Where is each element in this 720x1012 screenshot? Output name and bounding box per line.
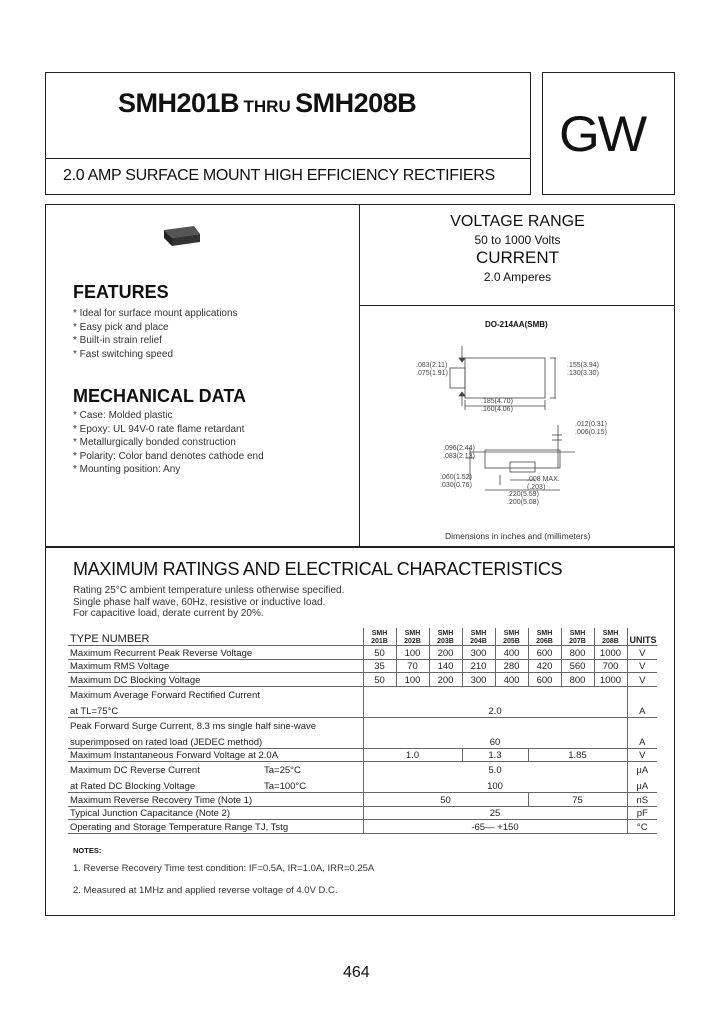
unit-cell: μA	[627, 776, 657, 793]
part-header: SMH 203B	[429, 628, 462, 646]
part-header: SMH 205B	[495, 628, 528, 646]
row-label-text: at Rated DC Blocking Voltage	[70, 781, 196, 792]
cell: 600	[528, 673, 561, 687]
dim-label	[575, 421, 607, 437]
cell: 50	[363, 646, 396, 660]
cell: 140	[429, 659, 462, 673]
dim-value: .008	[527, 476, 541, 483]
dim-label	[567, 362, 599, 378]
feature-item: * Easy pick and place	[73, 321, 169, 333]
cell: 300	[462, 673, 495, 687]
dim-value: .060(1.52)	[440, 474, 472, 481]
condition: Ta=25°C	[264, 765, 301, 776]
thru-label: THRU	[243, 97, 291, 116]
ratings-table	[68, 628, 657, 834]
note-2: 2. Measured at 1MHz and applied reverse voltage of 4.0V D.C.	[73, 885, 338, 896]
mechanical-item: * Polarity: Color band denotes cathode end	[73, 450, 264, 462]
ratings-intro	[73, 585, 344, 620]
dim-label	[443, 445, 475, 461]
gw-logo	[558, 106, 646, 162]
dim-value: .185(4.70)	[481, 398, 513, 405]
table-row	[68, 673, 657, 687]
cell: 560	[561, 659, 594, 673]
cell: 200	[429, 646, 462, 660]
row-label: Maximum Recurrent Peak Reverse Voltage	[68, 646, 363, 660]
cell: 210	[462, 659, 495, 673]
cell: 50	[363, 793, 528, 807]
row-label: superimposed on rated load (JEDEC method)	[68, 732, 363, 749]
feature-item: * Fast switching speed	[73, 348, 174, 360]
cell: 35	[363, 659, 396, 673]
intro-line: For capacitive load, derate current by 20%.	[73, 608, 264, 619]
units-label: UNITS	[627, 628, 657, 646]
cell: 2.0	[363, 701, 627, 718]
ratings-heading: MAXIMUM RATINGS AND ELECTRICAL CHARACTERISTICS	[73, 559, 563, 579]
dim-value: .155(3.94)	[567, 362, 599, 369]
row-label: Typical Junction Capacitance (Note 2)	[68, 806, 363, 820]
summary-block	[360, 213, 675, 284]
row-label: Maximum Average Forward Rectified Current	[70, 689, 260, 701]
dimensions-caption: Dimensions in inches and (millimeters)	[445, 531, 591, 541]
cell: 1.85	[528, 748, 627, 762]
mechanical-item: * Case: Molded plastic	[73, 410, 173, 421]
page-title	[118, 88, 416, 119]
row-label: Peak Forward Surge Current, 8.3 ms single half sine-wave	[70, 720, 317, 732]
subtitle: 2.0 AMP SURFACE MOUNT HIGH EFFICIENCY RECTIFIERS	[63, 167, 495, 184]
dim-label	[527, 476, 560, 492]
cell: 1.3	[462, 748, 528, 762]
row-label: at TL=75°C	[68, 701, 363, 718]
mechanical-list	[73, 409, 264, 477]
unit-cell: A	[627, 701, 657, 718]
table-row	[68, 820, 657, 834]
table-row	[68, 776, 657, 793]
cell: 70	[396, 659, 429, 673]
table-row	[68, 732, 657, 749]
intro-line: Rating 25°C ambient temperature unless otherwise specified.	[73, 585, 345, 596]
cell: 25	[363, 806, 627, 820]
cell: 100	[396, 646, 429, 660]
dim-label	[440, 474, 472, 490]
page-number: 464	[343, 964, 370, 981]
table-row	[68, 686, 657, 701]
summary-divider	[359, 305, 675, 306]
dim-value: .083(2.13)	[443, 453, 475, 460]
feature-item: * Built-in strain relief	[73, 335, 162, 347]
feature-item: * Ideal for surface mount applications	[73, 308, 238, 319]
cell: 280	[495, 659, 528, 673]
unit-cell: pF	[627, 806, 657, 820]
dim-value: .096(2.44)	[443, 445, 475, 452]
part-header: SMH 208B	[594, 628, 627, 646]
cell: 400	[495, 646, 528, 660]
voltage-value: 50 to 1000 Volts	[474, 233, 561, 247]
part-header: SMH 204B	[462, 628, 495, 646]
mechanical-item: * Mounting position: Any	[73, 464, 181, 476]
dim-value: (.203)	[527, 484, 546, 491]
dim-value: .012(0.31)	[575, 421, 607, 428]
cell: -65— +150	[363, 820, 627, 834]
dim-value: .083(2.11)	[416, 362, 448, 369]
part-header: SMH 207B	[561, 628, 594, 646]
dim-label	[507, 491, 539, 507]
cell: 50	[363, 673, 396, 687]
dim-value: .075(1.91)	[416, 370, 448, 377]
dim-label	[416, 362, 448, 378]
unit-cell: °C	[627, 820, 657, 834]
cell: 800	[561, 646, 594, 660]
cell: 600	[528, 646, 561, 660]
table-row	[68, 806, 657, 820]
voltage-heading: VOLTAGE RANGE	[450, 213, 585, 230]
part-header: SMH 202B	[396, 628, 429, 646]
unit-cell: V	[627, 646, 657, 660]
cell: 75	[528, 793, 627, 807]
row-label: Maximum DC Blocking Voltage	[68, 673, 363, 687]
header-divider	[45, 158, 531, 159]
current-value: 2.0 Amperes	[483, 270, 552, 284]
cell: 100	[363, 776, 627, 793]
cell: 5.0	[363, 762, 627, 777]
cell: 1.0	[363, 748, 462, 762]
unit-cell: A	[627, 732, 657, 749]
type-number-label: TYPE NUMBER	[68, 628, 363, 646]
row-label: Operating and Storage Temperature Range TJ, Tstg	[68, 820, 363, 834]
mechanical-heading: MECHANICAL DATA	[73, 386, 246, 406]
table-header-row	[68, 628, 657, 646]
dim-value: .160(4.06)	[481, 406, 513, 413]
condition: Ta=100°C	[264, 781, 307, 792]
dim-value: .130(3.30)	[567, 370, 599, 377]
cell: 420	[528, 659, 561, 673]
part-end: SMH208B	[295, 88, 417, 118]
cell: 400	[495, 673, 528, 687]
table-row	[68, 701, 657, 718]
cell: 300	[462, 646, 495, 660]
part-header: SMH 206B	[528, 628, 561, 646]
component-image	[160, 224, 202, 250]
unit-cell: μA	[627, 762, 657, 777]
dim-label	[481, 398, 513, 414]
cell: 700	[594, 659, 627, 673]
unit-cell: V	[627, 673, 657, 687]
unit-cell: V	[627, 659, 657, 673]
table-row	[68, 793, 657, 807]
notes-heading: NOTES:	[73, 846, 102, 855]
table-row	[68, 748, 657, 762]
mechanical-item: * Metallurgically bonded construction	[73, 437, 236, 449]
cell: 60	[363, 732, 627, 749]
dim-value: .006(0.15)	[575, 429, 607, 436]
cell: 1000	[594, 673, 627, 687]
logo-text: GW	[558, 106, 646, 162]
row-label: Maximum RMS Voltage	[68, 659, 363, 673]
row-label-text: Maximum DC Reverse Current	[70, 765, 200, 776]
cell: 100	[396, 673, 429, 687]
row-label	[68, 776, 363, 793]
part-start: SMH201B	[118, 88, 240, 118]
dim-value: .030(0.76)	[440, 482, 472, 489]
dim-value: .220(5.59)	[507, 491, 539, 498]
intro-line: Single phase half wave, 60Hz, resistive or inductive load.	[73, 596, 326, 608]
row-label: Maximum Instantaneous Forward Voltage at 2.0A	[68, 748, 363, 762]
dim-value: .200(5.08)	[507, 499, 539, 506]
cell: 800	[561, 673, 594, 687]
current-heading: CURRENT	[475, 248, 560, 267]
dim-value: MAX.	[542, 476, 560, 483]
table-row	[68, 646, 657, 660]
mechanical-item: * Epoxy: UL 94V-0 rate flame retardant	[73, 423, 245, 435]
table-row	[68, 762, 657, 777]
package-name: DO-214AA(SMB)	[485, 320, 548, 329]
row-label	[68, 762, 363, 777]
table-row	[68, 717, 657, 732]
features-heading: FEATURES	[73, 282, 169, 302]
cell: 200	[429, 673, 462, 687]
features-list	[73, 307, 238, 361]
unit-cell: nS	[627, 793, 657, 807]
table-row	[68, 659, 657, 673]
cell: 1000	[594, 646, 627, 660]
unit-cell: V	[627, 748, 657, 762]
note-1: 1. Reverse Recovery Time test condition: IF=0.5A, IR=1.0A, IRR=0.25A	[73, 863, 375, 874]
part-header: SMH 201B	[363, 628, 396, 646]
row-label: Maximum Reverse Recovery Time (Note 1)	[68, 793, 363, 807]
